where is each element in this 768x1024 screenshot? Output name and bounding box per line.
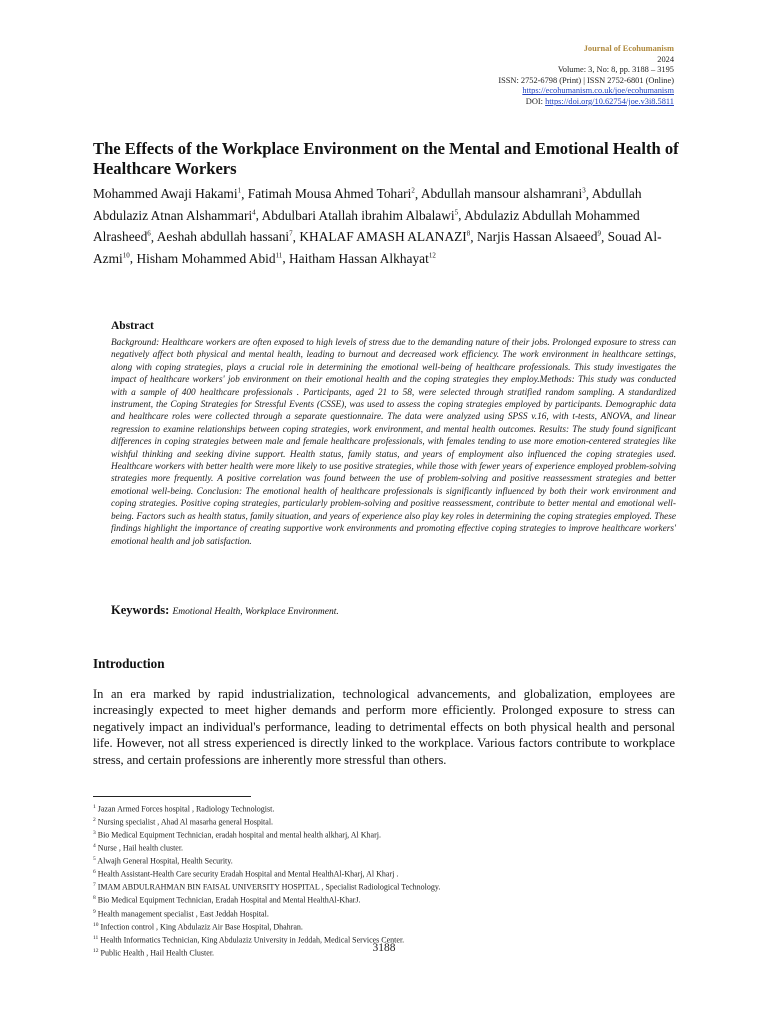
author	[477, 229, 601, 244]
author-name: Abdulbari Atallah ibrahim Albalawi	[261, 207, 455, 223]
author-name: Mohammed Awaji Hakami	[93, 186, 238, 202]
footnote-text: Jazan Armed Forces hospital , Radiology Technologist.	[97, 804, 275, 814]
footnote-list	[93, 802, 653, 959]
author	[248, 186, 415, 201]
footnote-text: Nursing specialist , Ahad Al masarha general Hospital.	[97, 817, 274, 827]
author-name: Fatimah Mousa Ahmed Tohari	[247, 186, 412, 202]
doi-line	[498, 97, 674, 108]
author	[93, 186, 241, 201]
abstract-heading: Abstract	[111, 320, 154, 332]
keywords-label: Keywords:	[111, 603, 170, 617]
footnote	[93, 893, 653, 906]
author	[157, 229, 293, 244]
footnote-text: Bio Medical Equipment Technician, eradah hospital and mental health alkharj, Al Kharj.	[97, 830, 381, 840]
journal-volume: Volume: 3, No: 8, pp. 3188 – 3195	[557, 65, 674, 75]
footnote-text: IMAM ABDULRAHMAN BIN FAISAL UNIVERSITY HOSPITAL , Specialist Radiological Technology.	[97, 883, 441, 893]
author-affiliation-mark: 8	[466, 229, 471, 238]
journal-header	[498, 44, 674, 108]
footnote-text: Public Health , Hail Health Cluster.	[100, 948, 215, 958]
author-affiliation-mark: 12	[428, 251, 436, 260]
journal-url-link[interactable]: https://ecohumanism.co.uk/joe/ecohumanism	[522, 86, 674, 96]
footnote	[93, 867, 653, 880]
keywords-value: Emotional Health, Workplace Environment.	[172, 607, 339, 617]
keywords	[111, 603, 339, 618]
author-affiliation-mark: 4	[252, 208, 256, 217]
journal-issn: ISSN: 2752-6798 (Print) | ISSN 2752-6801 (Online)	[498, 75, 674, 85]
footnote-text: Nurse , Hail health cluster.	[97, 843, 184, 853]
footnote-text: Health Informatics Technician, King Abdulaziz University in Jeddah, Medical Services Center.	[100, 935, 405, 945]
paper-title: The Effects of the Workplace Environment on the Mental and Emotional Health of Healthcare Workers	[93, 139, 679, 178]
author-name: Abdulaziz Abdullah Mohammed Alrasheed	[93, 207, 640, 245]
author-affiliation-mark: 6	[147, 229, 151, 238]
footnote-text: Alwajh General Hospital, Health Security.	[97, 856, 233, 866]
author-affiliation-mark: 3	[582, 187, 586, 195]
footnote-mark: 3	[93, 830, 96, 837]
author-affiliation-mark: 10	[122, 251, 130, 260]
footnote-text: Health Assistant-Health Care security Eradah Hospital and Mental HealthAl-Kharj, Al Kharj .	[97, 869, 399, 879]
footnote-mark: 1	[93, 804, 96, 810]
footnote-text: Infection control , King Abdulaziz Air Base Hospital, Dhahran.	[100, 922, 303, 932]
author-affiliation-mark: 9	[597, 229, 601, 238]
author-affiliation-mark: 7	[289, 229, 293, 238]
author-affiliation-mark: 2	[411, 187, 415, 195]
footnote-mark: 4	[93, 843, 96, 850]
introduction-heading: Introduction	[93, 656, 165, 671]
footnote	[93, 815, 653, 828]
footnote	[93, 854, 653, 867]
author-name: Narjis Hassan Alsaeed	[476, 229, 598, 245]
author-affiliation-mark: 5	[454, 208, 459, 217]
footnote-mark: 11	[93, 934, 99, 941]
footnote-mark: 6	[93, 869, 96, 876]
author-name: Abdullah Abdulaziz Atnan Alshammari	[93, 186, 642, 223]
footnote	[93, 880, 653, 893]
abstract-text: Background: Healthcare workers are often exposed to high levels of stress due to the demanding nature of their jobs. Prolonged exposure to stress can negatively affect both physical and mental health, leading to burnout and decreased work efficiency. The work environment in healthcare settings, along with coping strategies, plays a crucial role in determining the emotional well-being of healthcare professionals. This study investigates the impact of healthcare workers' job environment on their emotional health and the coping strategies they employ.Methods: This study was conducted with a sample of 400 healthcare professionals . Participants, aged 21 to 58, were selected through stratified random sampling. A standardized instrument, the Coping Strategies for Stressful Events (CSSE), was used to assess the coping strategies employed by participants. Demographic data and healthcare roles were collected through a separate questionnaire. The data were analyzed using SPSS v.16, with t-tests, ANOVA, and linear regression to examine relationships between coping strategies, work environment, and mental health outcomes. Results: The study found significant differences in coping strategies between male and female healthcare professionals, with females tending to use more emotion-centered strategies like wishful thinking and seeking divine support. Health status, family status, and years of employment also influenced the coping strategies used. Healthcare workers with better health were more likely to use positive strategies, while those with fewer years of experience employed problem-solving strategies more frequently. A positive correlation was found between the use of problem-solving and positive reassessment strategies and better emotional well-being. Conclusion: The emotional health of healthcare professionals is significantly influenced by both their work environment and coping strategies. Positive coping strategies, particularly problem-solving and positive reassessment, contribute to better mental and emotional well-being. Factors such as health status, family situation, and years of experience also play key roles in determining the coping strategies employed. These findings highlight the importance of creating supportive work environments and promoting effective coping strategies to improve healthcare workers' emotional health and job satisfaction.	[111, 338, 676, 547]
author-list: Mohammed Awaji Hakami$^1$, Fatimah Mousa Ahmed Tohari$^2$, Abdullah mansour alshamrani$^3$, Abdullah Abdulaziz Atnan Alshammari$^4$, Abdulbari Atallah ibrahim Albalawi$^5$, Abdulaziz Abdullah Mohammed Alrasheed$^6$, Aeshah abdullah hassani$^7$, KHALAF AMASH ALANAZI$^8$, Narjis Hassan Alsaeed$^9$, Souad Al-Azmi$^{10}$, Hisham Mohammed Abid$^{11}$, Haitham Hassan Alkhayat$^{12}$	[93, 186, 662, 266]
introduction-text: In an era marked by rapid industrialization, technological advancements, and globalization, employees are increasingly expected to meet higher demands and perform more efficiently. Prolonged exposure to stress can negatively impact an individual's performance, leading to detrimental effects on both physical health and personal life. However, not all stress experienced is directly linked to the workplace. Various factors contribute to workplace stress, and certain professions are inherently more stressful than others.	[93, 687, 675, 767]
footnote	[93, 907, 653, 920]
journal-name: Journal of Ecohumanism	[583, 44, 674, 53]
author-name: Souad Al-Azmi	[93, 229, 662, 266]
footnote-mark: 12	[93, 947, 99, 954]
footnote-mark: 8	[93, 895, 96, 902]
author-name: Aeshah abdullah hassani	[156, 229, 290, 245]
footnote-mark: 2	[93, 817, 96, 824]
author-name: KHALAF AMASH ALANAZI	[299, 229, 467, 245]
footnote-mark: 5	[93, 856, 96, 863]
doi-link[interactable]: https://doi.org/10.62754/joe.v3i8.5811	[545, 96, 674, 106]
footnote	[93, 802, 653, 815]
page-number: 3188	[372, 942, 396, 954]
author-affiliation-mark: 11	[275, 251, 283, 260]
journal-year: 2024	[657, 54, 674, 64]
footnote-text: Bio Medical Equipment Technician, Eradah Hospital and Mental HealthAl-KharJ.	[97, 896, 361, 906]
author	[262, 208, 459, 223]
footnote-mark: 10	[93, 921, 99, 928]
footnote-mark: 7	[93, 882, 96, 889]
author-name: Haitham Hassan Alkhayat	[289, 250, 429, 266]
footnote	[93, 841, 653, 854]
doi-label: DOI:	[525, 96, 544, 106]
author	[136, 251, 282, 266]
author	[299, 229, 470, 244]
author-affiliation-mark: 1	[237, 187, 242, 195]
footnote-text: Health management specialist , East Jeddah Hospital.	[97, 909, 269, 919]
author	[421, 186, 586, 201]
footnote	[93, 920, 653, 933]
author-name: Hisham Mohammed Abid	[136, 250, 276, 266]
author-name: Abdullah mansour alshamrani	[420, 186, 583, 202]
footnote	[93, 828, 653, 841]
footnote-divider	[93, 796, 251, 797]
footnote-mark: 9	[93, 908, 96, 915]
author	[289, 251, 436, 266]
